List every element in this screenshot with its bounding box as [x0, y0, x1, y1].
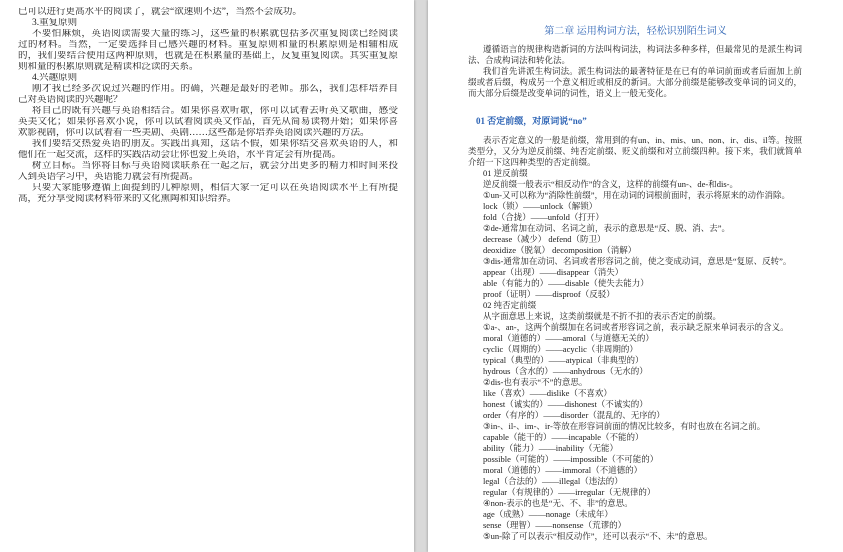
paragraph-line: 不要怕麻烦，英语阅读需要大量的练习，这些量的积累就包括多次重复阅读已经阅读	[32, 29, 398, 39]
prefix-rule: ⑤un-除了可以表示“相反动作”，还可以表示“不、未”的意思。	[483, 531, 713, 541]
example-pair: able（有能力的）——disable（使失去能力）	[483, 278, 649, 288]
example-pair: hydrous（含水的）——anhydrous（无水的）	[483, 366, 648, 376]
prefix-rule: ②dis-也有表示“不”的意思。	[483, 377, 588, 387]
paragraph-line: 英美文化；如果你喜欢小说，你可以试着阅读英文作品，首先从简易读物开始；如果你喜	[18, 117, 398, 127]
example-pair: moral（道德的）——immoral（不道德的）	[483, 465, 643, 475]
example-pair: fold（合拢）——unfold（打开）	[483, 212, 604, 222]
paragraph-line: 刚才我已经多次说过兴趣的作用。的确，兴趣是最好的老师。那么，我们怎样培养自	[32, 84, 398, 94]
page-text-block	[18, 7, 398, 205]
prefix-rule: ②de-通常加在动词、名词之前，表示的意思是“反、脱、消、去”。	[483, 223, 731, 233]
paragraph-line: 缀或者后缀，构成另一个意义相近或相反的新词。大部分前缀是能够改变单词的词义的，	[468, 77, 802, 87]
paragraph-line: 他们在一起交流，这样的实践活动会让你也爱上英语，水平肯定会有所提高。	[18, 150, 342, 160]
paragraph-line: 过的材料。当然，一定要选择自己感兴趣的材料。重复原则和量的积累原则是相辅相成	[18, 40, 398, 50]
example-pair: deoxidize（脱氧） decomposition（消解）	[483, 245, 637, 255]
example-pair: age（成熟）——nonage（未成年）	[483, 509, 613, 519]
paragraph-line: 介绍一下这四种类型的否定前缀。	[468, 157, 596, 167]
example-pair: honest（诚实的）——dishonest（不诚实的）	[483, 399, 648, 409]
section-heading: 4.兴趣原则	[32, 73, 78, 83]
paragraph-line: 法、合成构词法和转化法。	[468, 55, 571, 65]
example-pair: appear（出现）——disappear（消失）	[483, 267, 624, 277]
paragraph-line: 而大部分后缀是改变单词的词性，语义上一般无变化。	[468, 88, 673, 98]
example-pair: typical（典型的）——atypical（非典型的）	[483, 355, 644, 365]
paragraph-line: 我们要结交热爱英语的朋友。实践出真知，这话不假，如果你结交喜欢英语的人，和	[32, 139, 398, 149]
paragraph-line: 逆反前缀一般表示“相反动作”的含义，这样的前缀有un-、de-和dis-。	[483, 179, 738, 189]
example-pair: moral（道德的）——amoral（与道德无关的）	[483, 333, 654, 343]
chapter-intro	[468, 44, 802, 99]
example-pair: sense（理智）——nonsense（荒谬的）	[483, 520, 627, 530]
example-pair: like（喜欢）——dislike（不喜欢）	[483, 388, 612, 398]
paragraph-line: 欢影视剧，你可以试着看一些美剧、英剧……这些都是你培养英语阅读兴趣的方法。	[18, 128, 370, 138]
document-page-right	[428, 0, 843, 552]
paragraph-line: 树立目标。当你将目标与英语阅读联系在一起之后，就会分出更多的精力和时间来投	[32, 161, 398, 171]
example-pair: regular（有规律的）——irregular（无规律的）	[483, 487, 656, 497]
chapter-title: 第二章 运用构词方法，轻松识别陌生词义	[544, 26, 727, 37]
section-heading: 01 否定前缀，对原词说“no”	[476, 116, 587, 126]
example-pair: ability（能力）——inability（无能）	[483, 443, 619, 453]
paragraph-line: 遵循语言的规律构造新词的方法叫构词法，构词法多种多样，但最常见的是派生构词	[483, 44, 802, 54]
prefix-rule: ③dis-通常加在动词、名词或者形容词之前，使之变成动词，意思是“复原、反转”。	[483, 256, 792, 266]
document-page-left	[0, 0, 414, 552]
paragraph-line: 只要大家能够遵循上面提到的几种原则，相信大家一定可以在英语阅读水平上有所提	[32, 183, 398, 193]
paragraph-line: 从字面意思上来说，这类前缀就是不折不扣的表示否定的前缀。	[483, 311, 722, 321]
paragraph-line: 的，我们要结合使用这两种原则，也就是在积累量的基础上，反复重复阅读。其实重复原	[18, 51, 398, 61]
subsection-heading: 01 逆反前缀	[483, 168, 528, 178]
example-pair: possible（可能的）——impossible（不可能的）	[483, 454, 659, 464]
section-heading: 3.重复原则	[32, 18, 78, 28]
example-pair: order（有序的）——disorder（混乱的、无序的）	[483, 410, 665, 420]
paragraph-line: 我们首先讲派生构词法。派生构词法的最著特征是在已有的单词前面或者后面加上前	[483, 66, 802, 76]
subsection-heading: 02 纯否定前缀	[483, 300, 537, 310]
paragraph-line: 则和量的积累原则就是精读和泛读的关系。	[18, 62, 199, 72]
paragraph-line: 己对英语阅读的兴趣呢？	[18, 95, 123, 105]
prefix-rule: ①un-又可以称为“消除性前缀”，用在动词的词根前面时，表示将原来的动作消除。	[483, 190, 790, 200]
example-pair: cyclic（周期的）——acyclic（非周期的）	[483, 344, 638, 354]
example-pair: capable（能干的）——incapable（不能的）	[483, 432, 644, 442]
paragraph-line: 类型分，又分为逆反前缀、纯否定前缀、贬义前缀和对立前缀四种。接下来，我们就简单	[468, 146, 802, 156]
prefix-rule: ④non-表示的也是“无、不、非”的意思。	[483, 498, 633, 508]
paragraph-line: 高，充分享受阅读材料带来的文化熏陶和知识给养。	[18, 194, 237, 204]
example-pair: lock（锁）——unlock（解锁）	[483, 201, 598, 211]
example-pair: legal（合法的）——illegal（违法的）	[483, 476, 623, 486]
paragraph-line: 将自己的既有兴趣与英语相结合。如果你喜欢听歌，你可以试着去听英文歌曲，感受	[32, 106, 398, 116]
prefix-rule: ③in-、il-、im-、ir-等放在形容词前面的情况比较多，有时也放在名词之前。	[483, 421, 766, 431]
negative-prefix-section	[468, 135, 802, 542]
prefix-rule: ①a-、an-，这两个前缀加在名词或者形容词之前，表示缺乏原来单词表示的含义。	[483, 322, 789, 332]
example-pair: decrease（减少） defend（防卫）	[483, 234, 606, 244]
paragraph-line: 已可以进行更高水平的阅读了，就会“欲速则不达”，当然不会成功。	[18, 7, 302, 17]
example-pair: proof（证明）——disproof（反驳）	[483, 289, 615, 299]
paragraph-line: 表示否定意义的一般是前缀，常用到的有un、in、mis、un、non、ir、dis、il等。按照	[483, 135, 802, 145]
paragraph-line: 入到英语学习中，英语能力就会有所提高。	[18, 172, 199, 182]
